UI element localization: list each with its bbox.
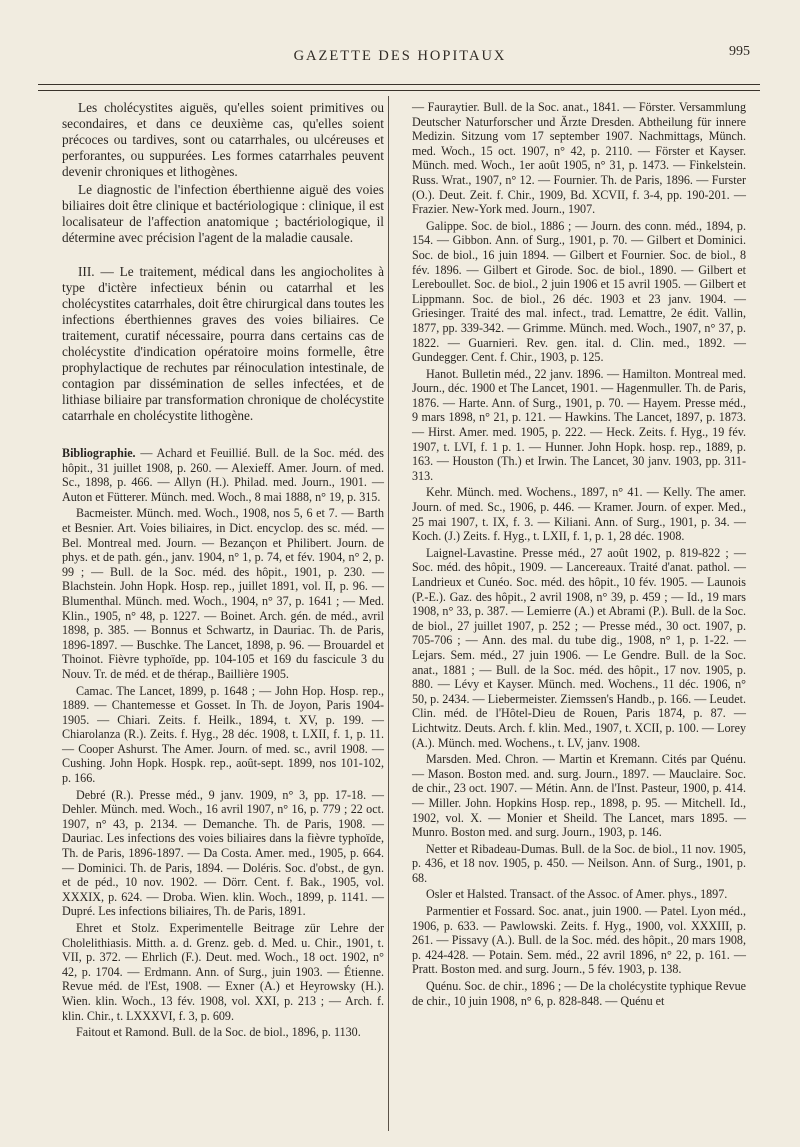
- bibliography-entry: Parmentier et Fossard. Soc. anat., juin 1900. — Patel. Lyon méd., 1906, p. 633. — Pawlowski. Zeits. f. Hyg., 1900, vol. XXXIII, p. 261. — Pissavy (A.). Bull. de la Soc. méd. des hôpit., 20 mars 1908, p. 424-428. — Potain. Sem. méd., 22 avril 1896, n° 22, p. 161. — Pratt. Boston med. and surg. Journ., 5 fév. 1903, p. 138.: [412, 904, 746, 977]
- bibliography-entry: Bacmeister. Münch. med. Woch., 1908, nos 5, 6 et 7. — Barth et Besnier. Art. Voies biliaires, in Dict. encyclop. des sc. méd. — Bel. Montreal med. Journ. — Bezançon et Philibert. Journ. de phys. et de path. gén., janv. 1904, n° 1, p. 74, et fév. 1904, n° 2, p. 99 ; — Bull. de la Soc. méd. des hôpit., 1901, p. 230. — Blachstein. John Hopk. Hosp. rep., juillet 1891, vol. II, p. 96. — Blumenthal. Münch. med. Woch., 1904, n° 37, p. 1641 ; — Med. Klin., 1905, n° 48, p. 1227. — Boinet. Arch. gén. de méd., avril 1898, p. 385. — Bonnus et Schwartz, in Dauriac. Th. de Paris, 1896-1897. — Buschke. The Lancet, 1898, p. 96. — Brouardel et Thoinot. Fièvre typhoïde, pp. 104-105 et 169 du fascicule 3 du Nouv. Tr. de méd. et de thérap., Baillière 1905.: [62, 506, 384, 681]
- bibliography-entry: Camac. The Lancet, 1899, p. 1648 ; — John Hop. Hosp. rep., 1889. — Chantemesse et Gosset. In Th. de Joyon, Paris 1904-1905. — Chiari. Zeits. f. Heilk., 1894, t. XV, p. 199. — Chiarolanza (R.). Zeits. f. Hyg., 28 déc. 1908, t. LXII, f. 1, p. 11. — Cooper Ashurst. The Amer. Journ. of med. sc., avril 1908. — Cushing. John Hopk. Hospk. rep., août-sept. 1899, nos 101-102, p. 166.: [62, 683, 384, 786]
- header-rule-thin: [38, 90, 760, 91]
- bibliography-heading: Bibliographie.: [62, 446, 136, 460]
- bibliography-entry: Faitout et Ramond. Bull. de la Soc. de biol., 1896, p. 1130.: [76, 1025, 361, 1040]
- bibliography-entry: Hanot. Bulletin méd., 22 janv. 1896. — Hamilton. Montreal med. Journ., déc. 1900 et The Lancet, 1901. — Hagenmuller. Th. de Paris, 1876. — Harte. Ann. of Surg., 1901, p. 70. — Hayem. Presse méd., 9 mars 1898, n° 21, p. 121. — Hawkins. The Lancet, 1897, p. 1873. — Hirst. Amer. med. 1905, p. 222. — Heck. Zeits. f. Hyg., 19 fév. 1907, t. LVI, f. 1 p. 1. — Hunner. John Hopk. hosp. rep., 1889, p. 163. — Houston (Th.) et Irwin. The Lancet, 30 janv. 1903, pp. 311-313.: [412, 366, 746, 483]
- running-title: GAZETTE DES HOPITAUX: [293, 48, 507, 64]
- bibliography-entry: Osler et Halsted. Transact. of the Assoc. of Amer. phys., 1897.: [426, 887, 728, 902]
- bibliography-entry: Debré (R.). Presse méd., 9 janv. 1909, n° 3, pp. 17-18. — Dehler. Münch. med. Woch., 16 avril 1907, n° 16, p. 779 ; 22 oct. 1907, n° 43, p. 2134. — Demanche. Th. de Paris, 1908. — Dauriac. Les infections des voies biliaires dans la fièvre typhoïde, Th. de Paris, 1896-1897. — Da Costa. Amer. med., 1905, p. 664. — Dominici. Th. de Paris, 1894. — Doléris. Soc. d'obst., de gyn. et de péd., 10 nov. 1902. — Dörr. Cent. f. Bak., 1905, vol. XXXIX, p. 624. — Droba. Wien. klin. Woch., 1899, p. 1141. — Dupré. Les infections biliaires, Th. de Paris, 1891.: [62, 787, 384, 919]
- page-header: [40, 42, 760, 72]
- conclusion-paragraph: Les cholécystites aiguës, qu'elles soient primitives ou secondaires, et dans ce deuxième cas, qu'elles soient précoces ou tardives, sont ou catarrhales, ou ulcéreuses et perforantes, ou suppurées. Les formes catarrhales peuvent devenir chroniques et lithogènes.: [62, 100, 384, 179]
- right-column: [412, 100, 746, 1010]
- bibliography-entry: Ehret et Stolz. Experimentelle Beitrage zür Lehre der Cholelithiasis. Mitth. a. d. Grenz. geb. d. Med. u. Chir., 1901, t. VII, p. 372. — Ehrlich (F.). Deut. med. Woch., 18 oct. 1902, n° 42, p. 1704. — Erdmann. Ann. of Surg., juin 1903. — Étienne. Revue méd. de l'Est, 1908. — Exner (A.) et Heyrowsky (H.). Wien. klin. Woch., 13 fév. 1908, vol. XXI, p. 213 ; — Arch. f. klin. Chir., t. LXXXVI, f. 3, p. 609.: [62, 921, 384, 1023]
- bibliography-entry: Galippe. Soc. de biol., 1886 ; — Journ. des conn. méd., 1894, p. 154. — Gibbon. Ann. of Surg., 1901, p. 70. — Gilbert et Dominici. Soc. de biol., 16 juin 1894. — Gilbert et Fournier. Soc. de biol., 8 fév. 1896. — Gilbert et Girode. Soc. de biol., 1890. — Gilbert et Lereboullet. Soc. de biol., 2 juin 1906 et 15 avril 1905. — Gilbert et Lippmann. Soc. de biol., 26 déc. 1903 et 23 janv. 1904. — Griesinger. Traité des mal. infect., trad. Lemattre, 2e édit. Vallin, 1877, pp. 339-342. — Grimme. Münch. med. Woch., 1907, n° 37, p. 1822. — Guarnieri. Rev. gen. ital. d. Clin. med., 1892. — Gundegger. Cent. f. Chir., 1903, p. 125.: [412, 218, 746, 365]
- bibliography-entry: — Fauraytier. Bull. de la Soc. anat., 1841. — Förster. Versammlung Deutscher Naturforscher und Ärzte Dresden. Abtheilung für innere Medizin. Sitzung vom 17 september 1907. Nachmittags, Münch. med. Woch., 15 oct. 1907, n° 42, p. 2110. — Förster et Kayser. Münch. med. Woch., 1er août 1905, n° 31, p. 1473. — Finkelstein. Russ. Wrat., 1907, n° 12. — Fournier. Th. de Paris, 1896. — Furster (O.). Deut. Zeit. f. Chir., 1909, Bd. XCVII, f. 3-4, pp. 190-201. — Frazier. New-York med. Journ., 1907.: [412, 100, 746, 217]
- left-column: [62, 100, 384, 1042]
- bibliography-intro: [62, 446, 384, 504]
- bibliography-entry: Kehr. Münch. med. Wochens., 1897, n° 41. — Kelly. The amer. Journ. of med. Sc., 1906, p. 446. — Kramer. Journ. of exper. Med., 25 mai 1907, t. IX, f. 3. — Kiliani. Ann. of Surg., 1901, p. 34. — Koch. (J.) Zeits. f. Hyg., t. LXII, f. 1, p. 1, 28 déc. 1908.: [412, 485, 746, 544]
- conclusion-paragraph: Le diagnostic de l'infection éberthienne aiguë des voies biliaires doit être clinique et bactériologique : clinique, il est localisateur de l'affection anatomique ; bactériologique, il détermine avec précision l'agent de la maladie causale.: [62, 182, 384, 245]
- bibliography-intro-text: — Achard et Feuillié. Bull. de la Soc. méd. des hôpit., 31 juillet 1908, p. 260. — Alexieff. Amer. Journ. of med. Sc., 1898, p. 466. — Allyn (H.). Philad. med. Journ., 1901. — Auton et Fütterer. Münch. med. Woch., 8 mai 1888, n° 19, p. 315.: [62, 446, 384, 504]
- column-divider: [388, 96, 389, 1131]
- bibliography-entry: Quénu. Soc. de chir., 1896 ; — De la cholécystite typhique Revue de chir., 10 juin 1908, n° 6, p. 828-848. — Quénu et: [412, 979, 746, 1008]
- page-number: 995: [729, 44, 750, 59]
- header-rule: [38, 84, 760, 85]
- bibliography-entry: Laignel-Lavastine. Presse méd., 27 août 1902, p. 819-822 ; — Soc. méd. des hôpit., 1909. — Lancereaux. Traité d'anat. pathol. — Landrieux et Cunéo. Soc. méd. des hôpit., 10 fév. 1905. — Launois (P.-E.). Gaz. des hôpit., 2 avril 1908, n° 39, p. 459 ; — Id., 19 mars 1908, n° 33, p. 387. — Lemierre (A.) et Abrami (P.). Bull. de la Soc. de biol., 27 juillet 1907, p. 252 ; — Presse méd., 30 oct. 1907, p. 705-706 ; — Ann. des mal. du tube dig., 1908, n° 1, p. 1-22. — Lejars. Sem. méd., 27 juin 1906. — Le Gendre. Bull. de la Soc. anat., 1881 ; — Bull. de la Soc. méd. des hôpit., 17 nov. 1905, p. 880. — Lévy et Kayser. Münch. med. Wochens., 11 déc. 1906, n° 50, p. 2434. — Liebermeister. Ziemssen's Handb., p. 166. — Leudet. Clin. méd. de l'Hôtel-Dieu de Rouen, Paris 1874, p. 87. — Lichtwitz. Deuts. Arch. f. klin. Med., 1907, t. XCII, p. 100. — Lorey (A.). Münch. med. Wochens., t. LV, janv. 1908.: [412, 545, 746, 750]
- treatment-paragraph: III. — Le traitement, médical dans les angiocholites à type d'ictère infectieux bénin ou catarrhal et les cholécystites catarrhales, doit être chirurgical dans toutes les infections éberthiennes graves des voies biliaires. Ce traitement, curatif nécessaire, pourra dans certains cas de cholécystite d'indication opératoire moins formelle, être prophylactique de rechutes par réinoculation intestinale, de contagion par dissémination de selles infectées, et de lithiase biliaire par transformation chronique de cholécystite catarrhale en cholécystite lithogène.: [62, 264, 384, 423]
- bibliography-entry: Marsden. Med. Chron. — Martin et Kremann. Cités par Quénu. — Mason. Boston med. and. surg. Journ., 1897. — Mauclaire. Soc. de chir., 23 oct. 1907. — Métin. Ann. de l'Inst. Pasteur, 1900, p. 414. — Miller. John. Hopkins Hosp. rep., 1898, p. 95. — Mitchell. Id., 1902, vol. X. — Monier et Sheild. The Lancet, mars 1895. — Munro. Boston med. and surg. Journ., 1903, p. 146.: [412, 752, 746, 840]
- bibliography-entry: Netter et Ribadeau-Dumas. Bull. de la Soc. de biol., 11 nov. 1905, p. 436, et 18 nov. 1905, p. 450. — Neilson. Ann. of Surg., 1901, p. 68.: [412, 841, 746, 885]
